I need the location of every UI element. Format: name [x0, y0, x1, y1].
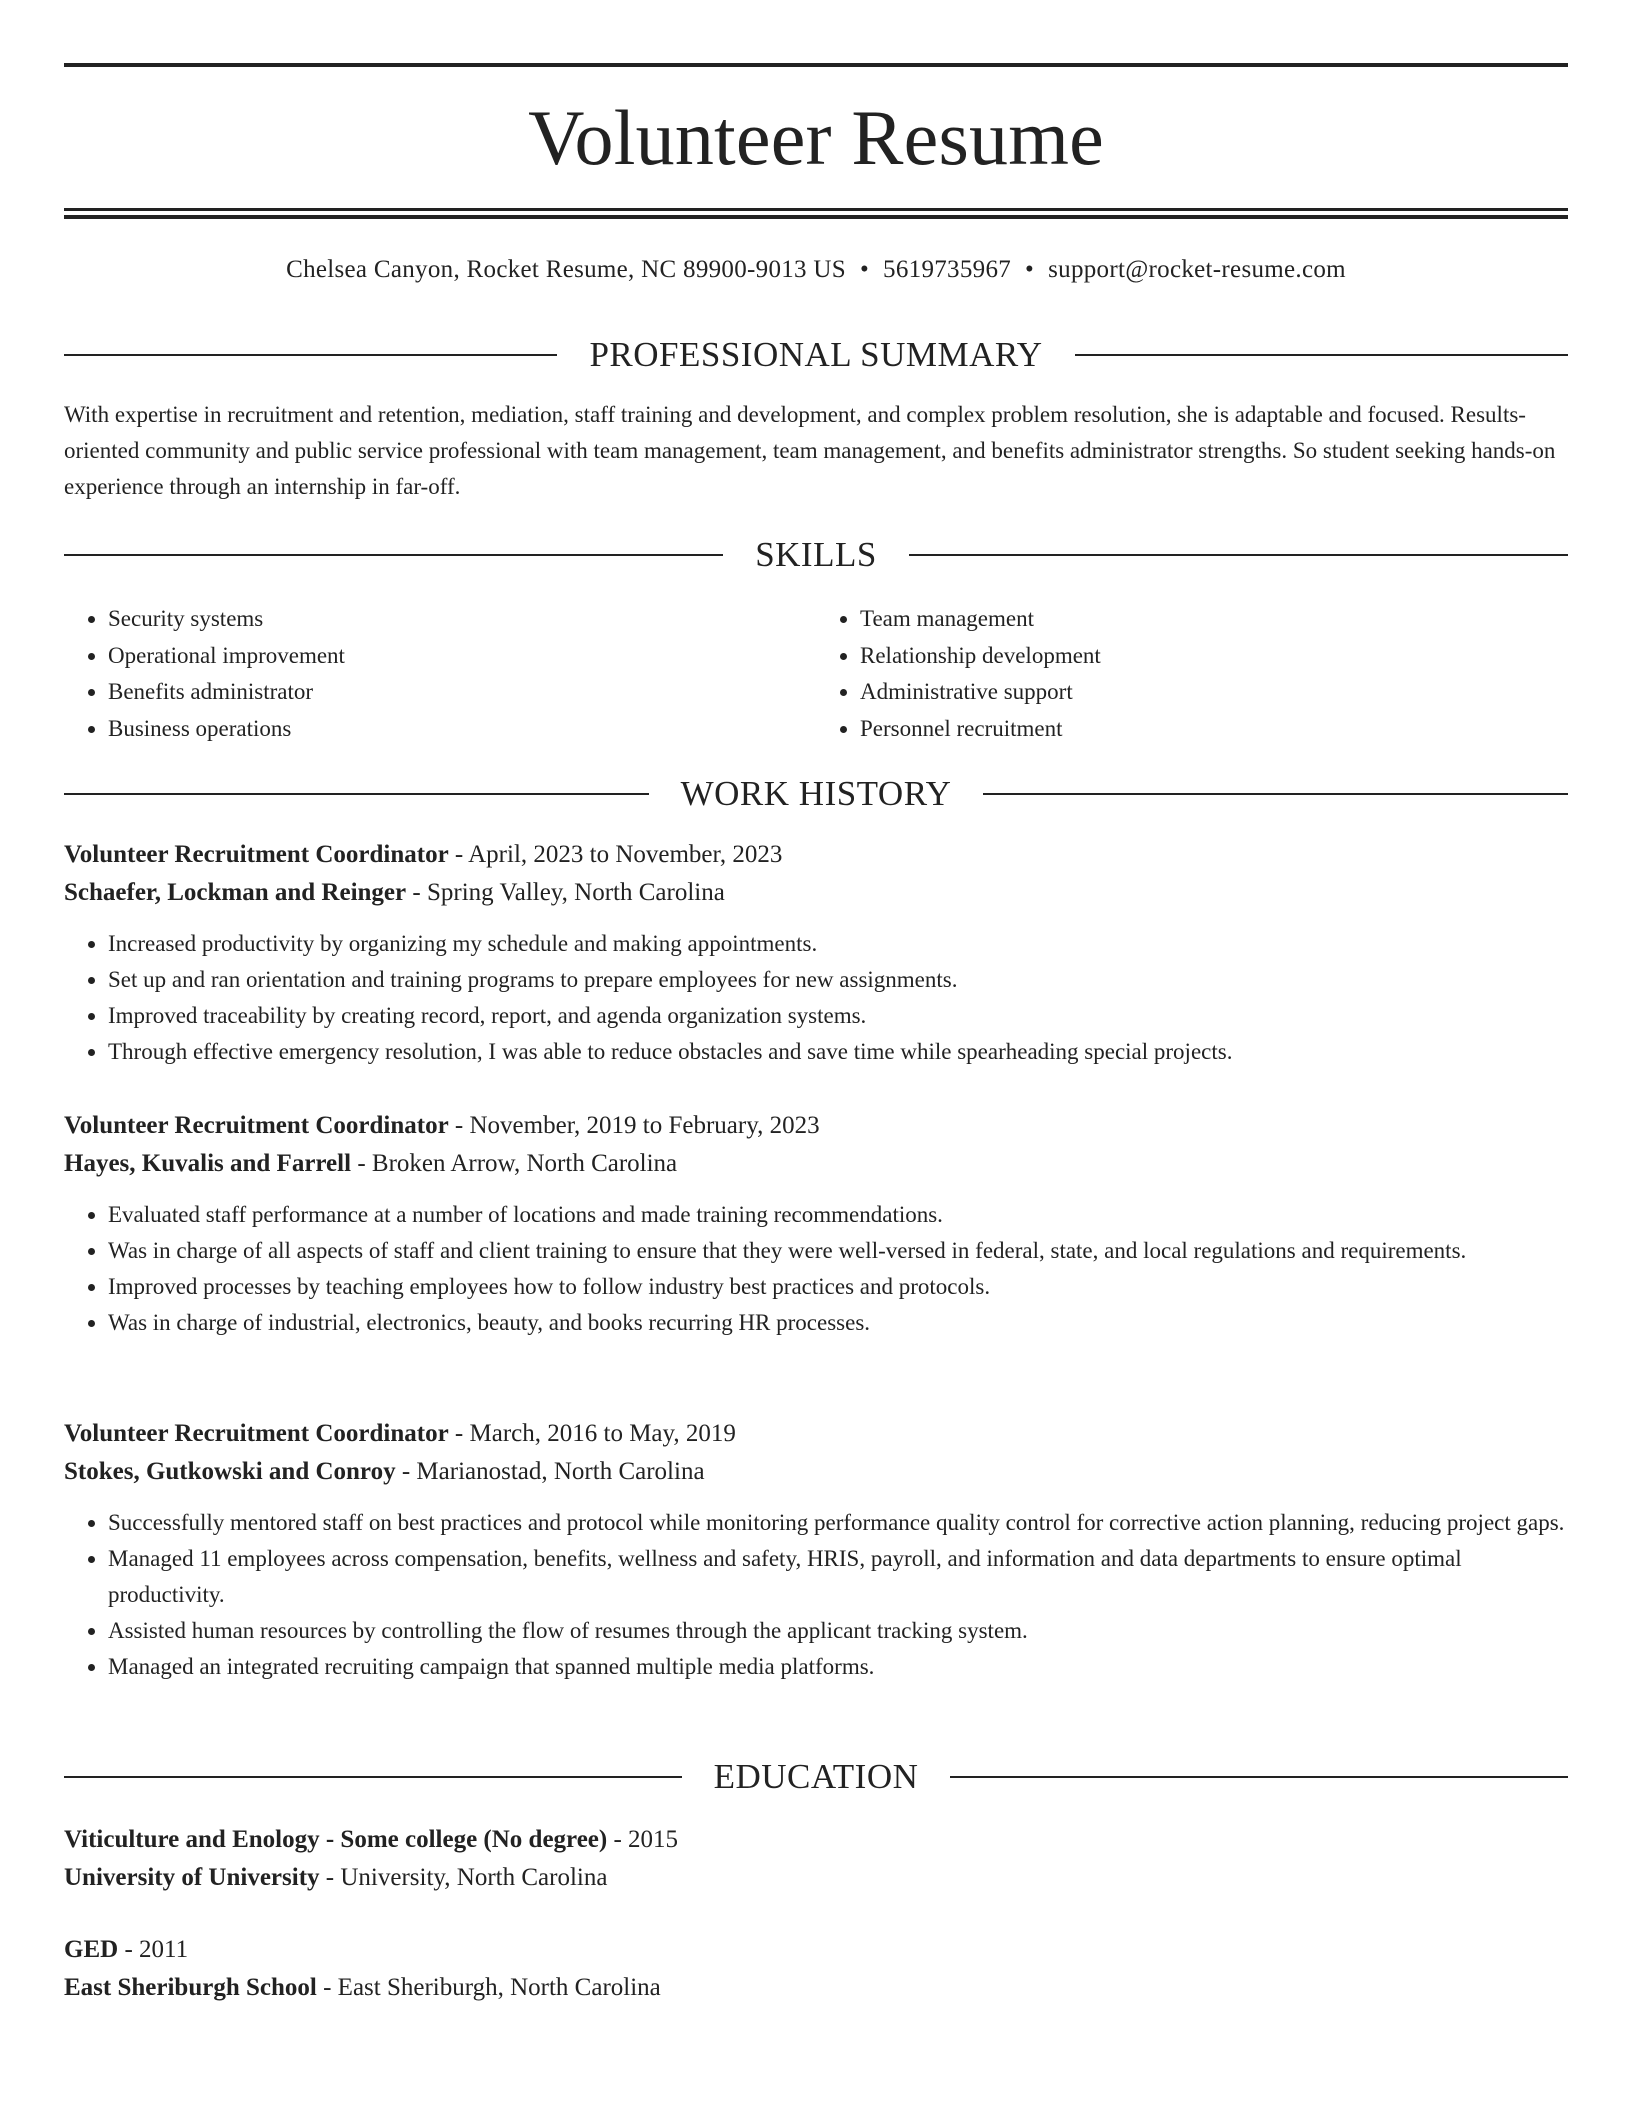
job-location: - Spring Valley, North Carolina	[406, 879, 725, 906]
skills-list	[64, 601, 1568, 747]
education-location: - University, North Carolina	[319, 1864, 608, 1891]
header-top-rule	[64, 63, 1568, 67]
job-company-line	[64, 1453, 1568, 1491]
skill-item: • Administrative support	[860, 674, 1568, 711]
skill-item: • Team management	[860, 601, 1568, 638]
job-location: - Marianostad, North Carolina	[395, 1458, 705, 1485]
skill-item: • Business operations	[108, 711, 816, 748]
job-bullets	[64, 1505, 1568, 1685]
job-bullet: • Set up and ran orientation and training programs to prepare employees for new assignments.	[108, 962, 1568, 998]
education-degree-line	[64, 1931, 1568, 1969]
skills-column-right	[816, 601, 1568, 747]
job-dates: - November, 2019 to February, 2023	[448, 1112, 820, 1139]
contact-separator: •	[859, 256, 870, 283]
education-entry	[64, 1931, 1568, 2007]
resume-title: Volunteer Resume	[528, 94, 1104, 181]
job-bullet: • Was in charge of all aspects of staff and client training to ensure that they were well-versed in federal, state, and local regulations and requirements.	[108, 1233, 1568, 1269]
section-title-summary	[64, 333, 1568, 377]
section-title-education	[64, 1755, 1568, 1799]
education-degree-line	[64, 1821, 1568, 1859]
job-dates: - March, 2016 to May, 2019	[448, 1420, 736, 1447]
job-bullet: • Improved processes by teaching employees how to follow industry best practices and protocols.	[108, 1269, 1568, 1305]
job-company-line	[64, 1145, 1568, 1183]
job-role: Volunteer Recruitment Coordinator	[64, 1112, 449, 1139]
job-bullet: • Managed 11 employees across compensation, benefits, wellness and safety, HRIS, payroll, and information and data departments to ensure optimal productivity.	[108, 1541, 1568, 1613]
job-bullet: • Evaluated staff performance at a number of locations and made training recommendations.	[108, 1197, 1568, 1233]
contact-separator: •	[1025, 256, 1035, 283]
job-location: - Broken Arrow, North Carolina	[351, 1150, 678, 1177]
section-title-work-history-label: WORK HISTORY	[680, 774, 952, 813]
job-bullet: • Managed an integrated recruiting campaign that spanned multiple media platforms.	[108, 1649, 1568, 1685]
education-school-line	[64, 1859, 1568, 1897]
job-title-line	[64, 1107, 1568, 1145]
education-entry	[64, 1821, 1568, 1897]
education-school: University of University	[64, 1864, 320, 1891]
skill-item: • Relationship development	[860, 638, 1568, 675]
job-entry	[64, 1415, 1568, 1685]
contact-address: Chelsea Canyon, Rocket Resume, NC 89900-9013 US	[286, 256, 846, 283]
education-degree: GED	[64, 1936, 119, 1963]
contact-phone: 5619735967	[883, 256, 1012, 283]
job-bullets	[64, 1197, 1568, 1341]
skill-item: • Security systems	[108, 601, 816, 638]
job-bullet: • Improved traceability by creating record, report, and agenda organization systems.	[108, 998, 1568, 1034]
job-bullet: • Was in charge of industrial, electronics, beauty, and books recurring HR processes.	[108, 1305, 1568, 1341]
job-dates: - April, 2023 to November, 2023	[448, 841, 783, 868]
job-company: Hayes, Kuvalis and Farrell	[64, 1150, 352, 1177]
section-title-education-label: EDUCATION	[713, 1757, 919, 1796]
contact-email: support@rocket-resume.com	[1048, 256, 1346, 283]
job-company: Stokes, Gutkowski and Conroy	[64, 1458, 396, 1485]
job-bullet: • Increased productivity by organizing my schedule and making appointments.	[108, 926, 1568, 962]
education-location: - East Sheriburgh, North Carolina	[316, 1974, 661, 2001]
job-bullets	[64, 926, 1568, 1070]
job-role: Volunteer Recruitment Coordinator	[64, 841, 449, 868]
job-role: Volunteer Recruitment Coordinator	[64, 1420, 449, 1447]
education-year: - 2011	[118, 1936, 189, 1963]
section-title-skills-label: SKILLS	[755, 535, 877, 574]
skill-item: • Operational improvement	[108, 638, 816, 675]
header-double-rule	[64, 208, 1568, 219]
job-title-line	[64, 836, 1568, 874]
education-degree: Viticulture and Enology - Some college (No degree)	[64, 1826, 608, 1853]
job-company-line	[64, 874, 1568, 912]
job-entry	[64, 836, 1568, 1070]
job-title-line	[64, 1415, 1568, 1453]
summary-text: With expertise in recruitment and retention, mediation, staff training and development, and complex problem resolution, she is adaptable and focused. Results-oriented community and public service professional with team management, team management, and benefits administrator strengths. So student seeking hands-on experience through an internship in far-off.	[64, 402, 1556, 499]
contact-line	[64, 254, 1568, 286]
job-bullet: • Successfully mentored staff on best practices and protocol while monitoring performance quality control for corrective action planning, reducing project gaps.	[108, 1505, 1568, 1541]
job-entry	[64, 1107, 1568, 1341]
job-company: Schaefer, Lockman and Reinger	[64, 879, 407, 906]
section-title-skills	[64, 533, 1568, 577]
section-title-summary-label: PROFESSIONAL SUMMARY	[589, 335, 1043, 374]
job-bullet: • Through effective emergency resolution, I was able to reduce obstacles and save time while spearheading special projects.	[108, 1034, 1568, 1070]
education-school-line	[64, 1969, 1568, 2007]
job-bullet: • Assisted human resources by controlling the flow of resumes through the applicant tracking system.	[108, 1613, 1568, 1649]
skill-item: • Personnel recruitment	[860, 711, 1568, 748]
skills-column-left	[64, 601, 816, 747]
education-year: - 2015	[607, 1826, 679, 1853]
skill-item: • Benefits administrator	[108, 674, 816, 711]
education-school: East Sheriburgh School	[64, 1974, 317, 2001]
section-title-work-history	[64, 772, 1568, 816]
